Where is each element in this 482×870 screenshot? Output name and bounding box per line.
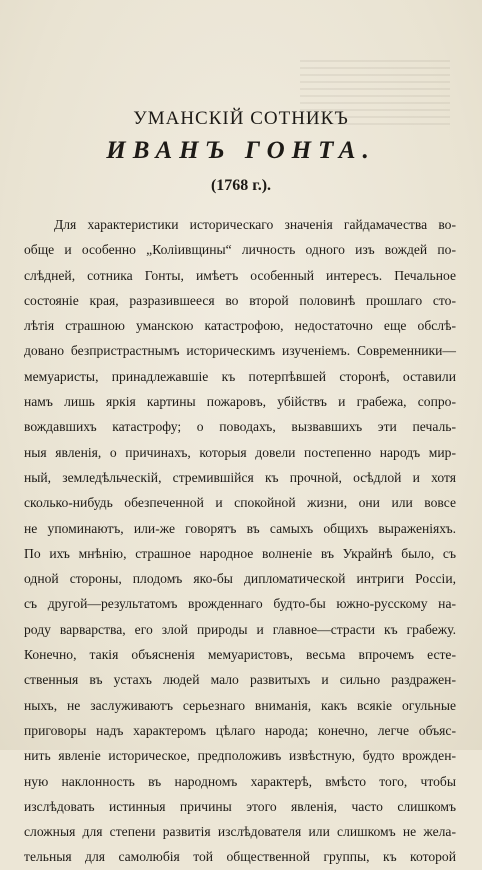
text-line: ственныя въ устахъ людей мало развитыхъ и сильно раздражен- — [24, 672, 456, 688]
text-line: вождавшихъ катастрофу; о поводахъ, вызвавшихъ эти печаль- — [24, 419, 456, 435]
text-line: лѣтія страшною уманскою катастрофою, недостаточно еще обслѣ- — [24, 318, 456, 334]
text-line: обще и особенно „Коліивщины“ личность одного изъ вождей по- — [24, 242, 456, 258]
text-line: не упоминаютъ, или-же говорятъ въ самыхъ общихъ выраженіяхъ. — [24, 520, 456, 536]
text-line: роду варварства, его злой природы и главное—страсти къ грабежу. — [24, 621, 456, 637]
heading-title-rank: УМАНСКІЙ СОТНИКЪ — [133, 108, 349, 129]
text-line: состояніе края, разразившееся во второй половинѣ прошлаго сто- — [24, 292, 456, 308]
text-line: Для характеристики историческаго значенія гайдамачества во- — [54, 217, 456, 232]
text-line: съ другой—результатомъ врожденнаго будто-бы южно-русскому на- — [24, 596, 456, 612]
text-line: слѣдней, сотника Гонты, имѣетъ особенный интересъ. Печальное — [24, 267, 456, 283]
text-line: довано безпристрастнымъ историческимъ изученіемъ. Современники— — [24, 343, 456, 359]
text-line: сколько-нибудь обезпеченной и спокойной жизни, они или вовсе — [24, 495, 456, 511]
text-line: сложныя для степени развитія изслѣдователя или слишкомъ не жела- — [24, 824, 456, 840]
text-line: нить явленіе историческое, предположивъ извѣстную, будто врожден- — [24, 748, 456, 764]
text-line: намъ лишь яркія картины пожаровъ, убійствъ и грабежа, сопро- — [24, 394, 456, 410]
text-line: изслѣдовать истинныя причины этого явленія, часто слишкомъ — [24, 798, 456, 814]
text-line: ныя явленія, о причинахъ, которыя довели постепенно народъ мир- — [24, 444, 456, 460]
text-line: приговоры надъ характеромъ цѣлаго народа; конечно, легче объяс- — [24, 722, 456, 738]
text-line: одной стороны, плодомъ яко-бы дипломатической интриги Россіи, — [24, 571, 456, 587]
text-line: мемуаристы, принадлежавшіе къ потерпѣвшей сторонѣ, оставили — [24, 368, 456, 384]
text-line: Конечно, такія объясненія мемуаристовъ, весьма впрочемъ есте- — [24, 647, 456, 663]
text-line: ную наклонность въ народномъ характерѣ, вмѣсто того, чтобы — [24, 773, 456, 789]
text-line: ныхъ, не заслуживаютъ серьезнаго вниманія, какъ всякіе огульные — [24, 697, 456, 713]
text-line: тельныя для самолюбія той общественной группы, къ которой — [24, 849, 456, 865]
heading-title-name: ИВАНЪ ГОНТА. — [106, 137, 376, 164]
heading-year: (1768 г.). — [210, 177, 272, 194]
text-line: ный, земледѣльческій, стремившійся къ прочной, осѣдлой и хотя — [24, 469, 456, 485]
text-line: По ихъ мнѣнію, страшное народное волненіе въ Украйнѣ было, съ — [24, 545, 456, 561]
body-text — [24, 212, 456, 870]
